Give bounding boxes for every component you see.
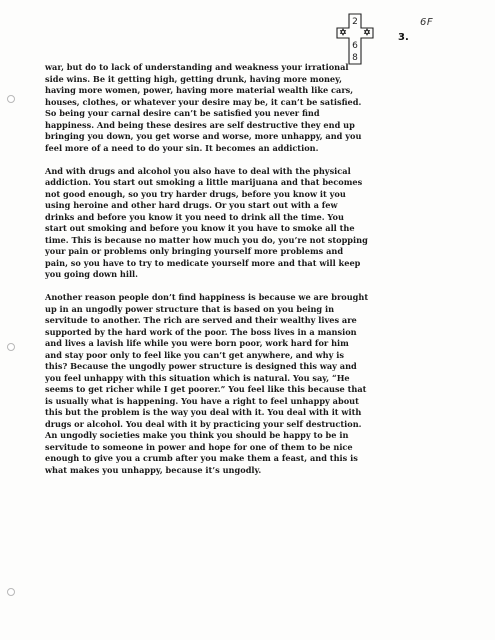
text-line: you feel unhappy with this situation which is natural. You say, “He <box>45 372 350 383</box>
text-line: this but the problem is the way you deal with it. You deal with it with <box>45 407 362 417</box>
cross-letter: 2 <box>352 17 358 27</box>
text-line: And with drugs and alcohol you also have to deal with the physical <box>45 165 351 176</box>
text-line: houses, clothes, or whatever your desire may be, it can’t be satisfied. <box>45 96 362 107</box>
text-line: pain, so you have to try to medicate yourself more and that will keep <box>45 257 361 268</box>
text-line: and lives a lavish life while you were born poor, work hard for him <box>45 338 349 348</box>
cross-letter: 6 <box>352 41 358 51</box>
text-line: drinks and before you know it you need to drink all the time. You <box>45 211 344 222</box>
text-line: using heroine and other hard drugs. Or you start out with a few <box>45 200 338 210</box>
text-line: you going down hill. <box>45 269 139 279</box>
text-line: and stay poor only to feel like you can’t get anywhere, and why is <box>45 349 344 360</box>
text-line: war, but do to lack of understanding and weakness your irrational <box>45 62 349 72</box>
text-line: drugs or alcohol. You deal with it by practicing your self destruction. <box>45 418 362 429</box>
binder-hole <box>7 588 15 596</box>
text-line: An ungodly societies make you think you should be happy to be in <box>45 430 349 440</box>
text-line: So being your carnal desire can’t be satisfied you never find <box>45 108 320 118</box>
page-number: 3. <box>398 32 409 43</box>
cross-letter: 8 <box>352 53 358 63</box>
text-line: bringing you down, you get worse and worse, more unhappy, and you <box>45 131 362 141</box>
text-line: start out smoking and before you know it you have to smoke all the <box>45 223 355 233</box>
text-line: having more women, power, having more material wealth like cars, <box>45 85 354 95</box>
text-line: supported by the hard work of the poor. The boss lives in a mansion <box>45 326 357 337</box>
text-line: happiness. And being these desires are self destructive they end up <box>45 119 355 130</box>
paragraph <box>45 166 441 281</box>
text-line: is usually what is happening. You have a right to feel unhappy about <box>45 395 359 406</box>
text-line: your pain or problems only bringing yourself more problems and <box>45 246 344 256</box>
text-line: not good enough, so you try harder drugs, before you know it you <box>45 188 346 199</box>
text-line: this? Because the ungodly power structure is designed this way and <box>45 361 357 371</box>
paragraph <box>45 62 441 154</box>
paragraph <box>45 292 441 476</box>
binder-hole <box>7 95 15 103</box>
text-line: enough to give you a crumb after you make them a feast, and this is <box>45 453 358 463</box>
handwritten-note: 6F <box>420 17 434 28</box>
text-line: time. This is because no matter how much you do, you’re not stopping <box>45 234 368 245</box>
text-line: servitude to another. The rich are served and their wealthy lives are <box>45 315 357 325</box>
text-line: what makes you unhappy, because it’s ungodly. <box>45 464 262 475</box>
text-line: addiction. You start out smoking a little marijuana and that becomes <box>45 177 363 187</box>
binder-hole <box>7 343 15 351</box>
document-body <box>45 62 441 488</box>
text-line: feel more of a need to do your sin. It becomes an addiction. <box>45 142 319 153</box>
text-line: servitude to someone in power and hope for one of them to be nice <box>45 441 353 452</box>
text-line: up in an ungodly power structure that is based on you being in <box>45 303 335 314</box>
text-line: Another reason people don’t find happiness is because we are brought <box>45 292 369 302</box>
text-line: side wins. Be it getting high, getting drunk, having more money, <box>45 73 342 84</box>
text-line: seems to get richer while I get poorer.” You feel like this because that <box>45 384 367 394</box>
cross-drawing-icon <box>328 10 388 68</box>
